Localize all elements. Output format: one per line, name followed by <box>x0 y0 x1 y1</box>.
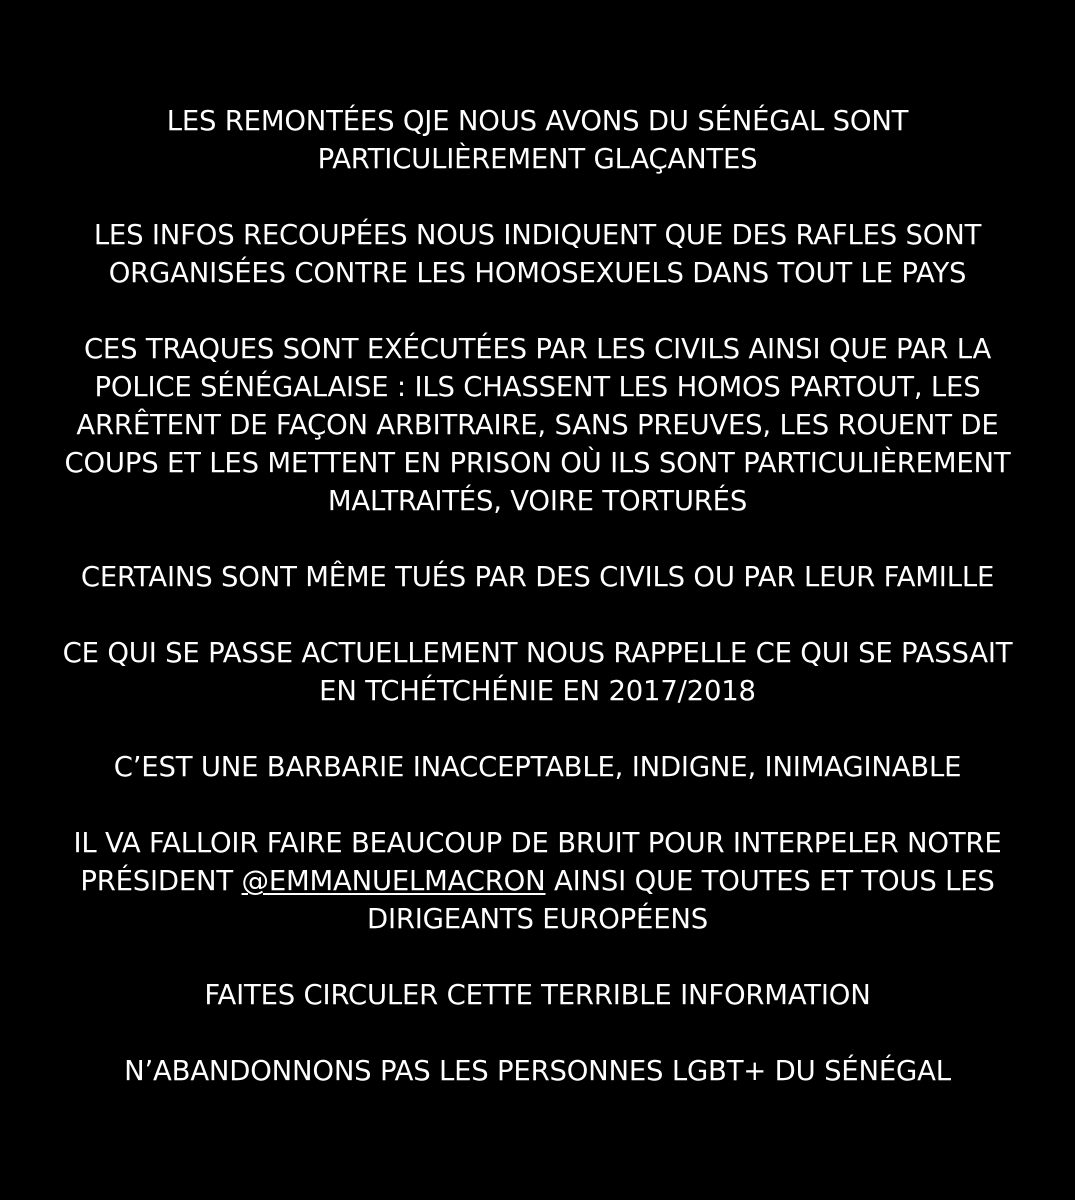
paragraph-raids <box>0 216 1075 292</box>
paragraph-call-to-president <box>0 824 1075 938</box>
text-line: N’ABANDONNONS PAS LES PERSONNES LGBT+ DU SÉNÉGAL <box>124 1054 951 1087</box>
text-fragment: AINSI QUE TOUTES ET TOUS LES <box>545 864 995 897</box>
text-line: CERTAINS SONT MÊME TUÉS PAR DES CIVILS OU PAR LEUR FAMILLE <box>80 560 995 593</box>
text-line: ORGANISÉES CONTRE LES HOMOSEXUELS DANS TOUT LE PAYS <box>108 256 967 289</box>
text-line: POLICE SÉNÉGALAISE : ILS CHASSENT LES HOMOS PARTOUT, LES <box>94 370 981 403</box>
text-line: DIRIGEANTS EUROPÉENS <box>366 902 709 935</box>
text-line-with-mention <box>10 862 1065 900</box>
paragraph-chechnya <box>0 634 1075 710</box>
text-line: C’EST UNE BARBARIE INACCEPTABLE, INDIGNE, INIMAGINABLE <box>113 750 962 783</box>
text-line: FAITES CIRCULER CETTE TERRIBLE INFORMATION <box>204 978 871 1011</box>
text-line: LES REMONTÉES QJE NOUS AVONS DU SÉNÉGAL SONT <box>166 104 909 137</box>
statement-text <box>0 102 1075 1090</box>
text-line: EN TCHÉTCHÉNIE EN 2017/2018 <box>319 674 756 707</box>
text-line: CES TRAQUES SONT EXÉCUTÉES PAR LES CIVILS AINSI QUE PAR LA <box>83 332 992 365</box>
paragraph-reports <box>0 102 1075 178</box>
paragraph-closing <box>0 1052 1075 1090</box>
text-line: CE QUI SE PASSE ACTUELLEMENT NOUS RAPPELLE CE QUI SE PASSAIT <box>62 636 1013 669</box>
text-line: MALTRAITÉS, VOIRE TORTURÉS <box>327 484 748 517</box>
mention-link-emmanuelmacron[interactable]: @EMMANUELMACRON <box>241 864 546 897</box>
text-line: PARTICULIÈREMENT GLAÇANTES <box>317 142 758 175</box>
text-line: LES INFOS RECOUPÉES NOUS INDIQUENT QUE DES RAFLES SONT <box>93 218 982 251</box>
text-line: COUPS ET LES METTENT EN PRISON OÙ ILS SONT PARTICULIÈREMENT <box>64 446 1011 479</box>
paragraph-share <box>0 976 1075 1014</box>
text-line: IL VA FALLOIR FAIRE BEAUCOUP DE BRUIT POUR INTERPELER NOTRE <box>73 826 1002 859</box>
paragraph-killings <box>0 558 1075 596</box>
paragraph-persecution <box>0 330 1075 520</box>
paragraph-barbarity <box>0 748 1075 786</box>
text-line: ARRÊTENT DE FAÇON ARBITRAIRE, SANS PREUVES, LES ROUENT DE <box>76 408 999 441</box>
text-fragment: PRÉSIDENT <box>80 864 242 897</box>
